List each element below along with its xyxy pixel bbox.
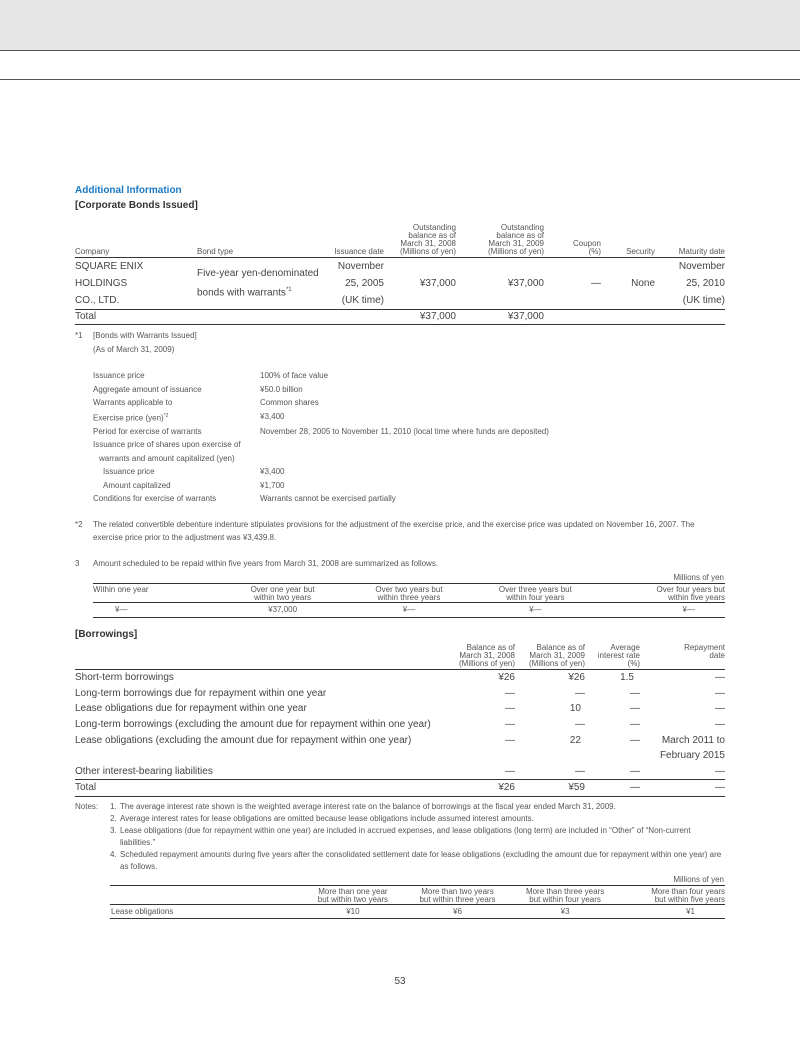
warrant-details [93,369,725,506]
hdr-line: Outstanding [500,223,544,232]
detail-value: November 28, 2005 to November 11, 2010 (local time where funds are deposited) [260,426,549,436]
hdr-line: Repayment [684,643,725,653]
row-label: Long-term borrowings (excluding the amount due for repayment within one year) [75,718,431,730]
hdr-line: Over two years but [375,585,443,595]
col-header [219,584,345,603]
cell-repayment-date [640,733,725,764]
footnote-mark: *2 [75,519,83,529]
cell-line: Five-year yen-denominated [197,268,319,280]
cell-maturity [655,258,725,310]
cell-interest-rate: — [630,765,640,777]
hdr-line: (%) [588,247,601,256]
row-label: Short-term borrowings [75,672,174,684]
cell-line: (UK time) [341,295,384,306]
hdr-line: March 31, 2009 [529,651,585,661]
hdr-line: (Millions of yen) [528,659,585,669]
cell-interest-rate: 1.5 [620,672,634,684]
header-rule [0,79,800,80]
detail-value: ¥3,400 [260,467,285,477]
footnote-line: [Bonds with Warrants Issued] [93,331,197,340]
hdr-line: (Millions of yen) [399,247,456,256]
detail-key: warrants and amount capitalized (yen) [99,453,235,463]
hdr-line: More than three years [525,886,605,896]
cell-repayment-date: — [715,672,725,684]
detail-row [93,369,725,383]
lease-header-row [110,885,725,904]
col-issuance-date: Issuance date [334,247,384,256]
cell-balance-2008: — [505,703,515,715]
row-label: Lease obligations due for repayment within one year [75,703,307,715]
col-header [346,584,472,603]
cell-repayment-date: — [715,687,725,699]
lease-obligations-table [110,874,725,919]
page-content [75,184,725,919]
cell-coupon: — [591,278,601,289]
col-maturity: Maturity date [678,247,725,256]
cell-interest-rate: — [630,718,640,730]
hdr-line: but within two years [317,894,389,904]
hdr-line: Average [610,643,640,653]
cell-repayment-date: — [715,765,725,777]
borrowings-row [75,701,725,717]
footnote-mark: 3 [75,558,80,568]
detail-row [93,438,725,452]
lease-value: ¥3 [560,906,570,916]
hdr-line: (%) [627,659,640,669]
cell-balance-2009: ¥26 [568,672,585,684]
total-balance-2008: ¥26 [498,782,515,794]
detail-row [93,479,725,493]
borrowings-row [75,717,725,733]
lease-values-row [110,904,725,918]
row-label: Other interest-bearing liabilities [75,765,213,777]
notes [75,801,725,873]
note-item [110,825,725,849]
footnote-text: The related convertible debenture indenture stipulates provisions for the adjustment of the exercise price, and the exercise price was updated on November 16, 2007. The exercise price prior to the adjustment was ¥3,439.8. [93,519,695,543]
note-text: Scheduled repayment amounts during five years after the consolidated settlement date for lease obligations (excluding the amount due for repayment within one year) are as follows. [120,849,722,871]
cell-interest-rate: — [630,687,640,699]
borrowings-title: [Borrowings] [75,629,138,641]
col-balance-2009 [515,644,585,670]
hdr-line: Balance as of [536,643,585,653]
section-title: Additional Information [75,185,182,196]
repayment-schedule-table [93,572,725,618]
note-item [110,813,725,825]
detail-row [93,452,725,466]
schedule-value: ¥— [529,605,542,615]
col-coupon [544,224,601,258]
col-bond-type: Bond type [197,247,234,256]
hdr-line: March 31, 2008 [400,239,456,248]
units-label: Millions of yen [110,874,725,886]
detail-row [93,396,725,410]
hdr-line: (Millions of yen) [458,659,515,669]
detail-row [93,465,725,479]
lease-value: ¥1 [686,906,695,916]
hdr-line: Coupon [572,239,601,248]
bonds-header-row [75,224,725,258]
cell-balance-2008: ¥26 [498,672,515,684]
detail-row [93,492,725,506]
bonds-total-row [75,310,725,325]
hdr-line: Outstanding [412,223,456,232]
cell-balance-2008: — [505,734,515,746]
col-interest-rate [585,644,640,670]
detail-key: Amount capitalized [103,480,171,490]
cell-balance-2008: — [505,718,515,730]
total-balance-2008: ¥37,000 [419,311,456,322]
page-number: 53 [394,976,406,987]
detail-key: Issuance price [103,467,155,477]
cell-repayment-date: — [715,718,725,730]
detail-key [93,410,260,425]
total-interest-rate: — [630,782,640,794]
hdr-line: March 31, 2009 [488,239,544,248]
footnote-line: (As of March 31, 2009) [93,344,175,354]
row-label: Long-term borrowings due for repayment within one year [75,687,327,699]
borrowings-total-row [75,780,725,797]
bonds-title: [Corporate Bonds Issued] [75,200,198,211]
footnote-2 [75,518,725,545]
notes-label: Notes: [75,801,99,811]
cell-balance-2009: 22 [569,734,581,746]
borrowings-row [75,764,725,780]
hdr-line: Balance as of [466,643,515,653]
note-number: 2. [110,813,117,823]
borrowings-row [75,733,725,764]
col-header [93,584,219,603]
cell-balance-2009: — [575,687,585,699]
col-security: Security [626,247,655,256]
footnote-3 [75,557,725,571]
cell-line: (UK time) [682,295,725,306]
schedule-value: ¥— [115,605,128,615]
detail-row [93,425,725,439]
hdr-line: (Millions of yen) [487,247,544,256]
detail-key: Warrants applicable to [93,398,173,407]
note-text: Average interest rates for lease obligations are omitted because lease obligations include assumed interest amounts. [120,813,534,823]
cell-security: None [631,278,655,289]
hdr-line: More than one year [318,886,388,896]
units-row [110,874,725,886]
col-balance-2008 [440,644,515,670]
footnote-text: Amount scheduled to be repaid within five years from March 31, 2008 are summarized as follows. [93,558,439,568]
cell-balance-2008: — [505,687,515,699]
cell-line: November [337,261,384,272]
cell-balance-2008: — [505,765,515,777]
hdr-line: but within five years [654,894,725,904]
cell-line: bonds with warrants [197,287,286,299]
row-label: Lease obligations (excluding the amount due for repayment within one year) [75,734,412,746]
total-balance-2009: ¥37,000 [507,311,544,322]
total-repayment-date: — [715,782,725,794]
note-number: 3. [110,825,117,835]
cell-balance-2009: 10 [569,703,581,715]
detail-row [93,410,725,425]
hdr-line: More than two years [421,886,494,896]
detail-value: ¥1,700 [260,480,285,490]
cell-interest-rate: — [630,734,640,746]
col-repayment-date [640,644,725,670]
detail-key: Period for exercise of warrants [93,426,202,436]
note-item [110,849,725,873]
footnote-mark: *1 [285,287,292,294]
note-number: 1. [110,801,117,811]
note-number: 4. [110,849,117,859]
detail-key: Conditions for exercise of warrants [93,494,217,504]
note-item [110,801,725,813]
cell-line: 25, 2005 [345,278,384,289]
hdr-line: date [709,651,725,661]
hdr-line: March 31, 2008 [459,651,515,661]
units-row [93,572,725,584]
cell-interest-rate: — [630,703,640,715]
hdr-line: within two years [254,593,312,603]
hdr-line: within three years [377,593,441,603]
lease-value: ¥10 [346,906,360,916]
cell-line: 25, 2010 [686,278,725,289]
cell-company [75,258,197,310]
cell-balance-2009: — [575,718,585,730]
cell-line: SQUARE ENIX HOLDINGS [75,261,144,289]
col-company: Company [75,247,110,256]
row-label: Lease obligations [111,906,174,916]
bonds-row [75,258,725,310]
note-text: Lease obligations (due for repayment within one year) are included in accrued expenses, and lease obligations (long term) are included in “Other” of “Non-current liabilities.” [120,825,691,847]
col-header [405,885,510,904]
hdr-line: balance as of [496,231,544,240]
hdr-line: but within four years [529,894,601,904]
col-balance-2009 [456,224,544,258]
schedule-header-row [93,584,725,603]
col-header [510,885,621,904]
detail-key: Issuance price of shares upon exercise of [93,440,241,450]
borrowings-header-row [75,644,725,670]
borrowings-row [75,670,725,686]
schedule-value: ¥— [402,605,416,615]
hdr-line: but within three years [419,894,496,904]
units-label: Millions of yen [93,572,725,584]
detail-key: Issuance price [93,371,145,380]
schedule-values-row [93,603,725,618]
detail-key: Aggregate amount of issuance [93,384,202,394]
col-header [620,885,725,904]
hdr-line: Over four years but [656,585,725,595]
cell-line: February 2015 [659,750,725,762]
total-balance-2009: ¥59 [568,782,585,794]
col-header [599,584,725,603]
cell-repayment-date: — [715,703,725,715]
note-text: The average interest rate shown is the weighted average interest rate on the balance of borrowings at the fiscal year ended March 31, 2009. [120,801,616,811]
cell-issuance-date [319,258,384,310]
footnote-mark: *1 [75,331,83,340]
hdr-line: balance as of [408,231,456,240]
cell-line: March 2011 to [661,734,725,746]
cell-bond-type [197,258,319,310]
hdr-line: More than four years [651,886,725,896]
detail-key-text: Exercise price (yen) [93,413,164,423]
footnote-1 [75,329,725,356]
total-label: Total [75,311,97,322]
borrowings-row [75,686,725,702]
col-header [301,885,406,904]
hdr-line: interest rate [597,651,640,661]
detail-value: 100% of face value [260,371,329,380]
detail-value: ¥3,400 [260,411,285,421]
cell-line: November [678,261,725,272]
cell-balance-2009: — [575,765,585,777]
col-header [472,584,598,603]
lease-value: ¥6 [453,906,462,916]
notes-list [75,801,725,873]
schedule-value: ¥— [682,605,695,615]
schedule-value: ¥37,000 [268,605,298,615]
detail-value: Common shares [260,398,319,407]
hdr-line: Over one year but [250,585,315,595]
hdr-line: within five years [668,593,725,603]
cell-balance-2008: ¥37,000 [419,278,456,289]
cell-balance-2009: ¥37,000 [507,278,544,289]
detail-row [93,383,725,397]
hdr-line: Over three years but [498,585,572,595]
bonds-table [75,224,725,325]
col-balance-2008 [384,224,456,258]
header-band [0,0,800,51]
footnote-mark: *2 [163,412,169,419]
hdr-line: within four years [506,593,565,603]
detail-value: ¥50.0 billion [260,384,303,394]
hdr-line: Within one year [93,585,149,595]
borrowings-table [75,644,725,797]
total-label: Total [75,782,97,794]
cell-line: CO., LTD. [75,295,120,306]
detail-value: Warrants cannot be exercised partially [260,494,396,504]
